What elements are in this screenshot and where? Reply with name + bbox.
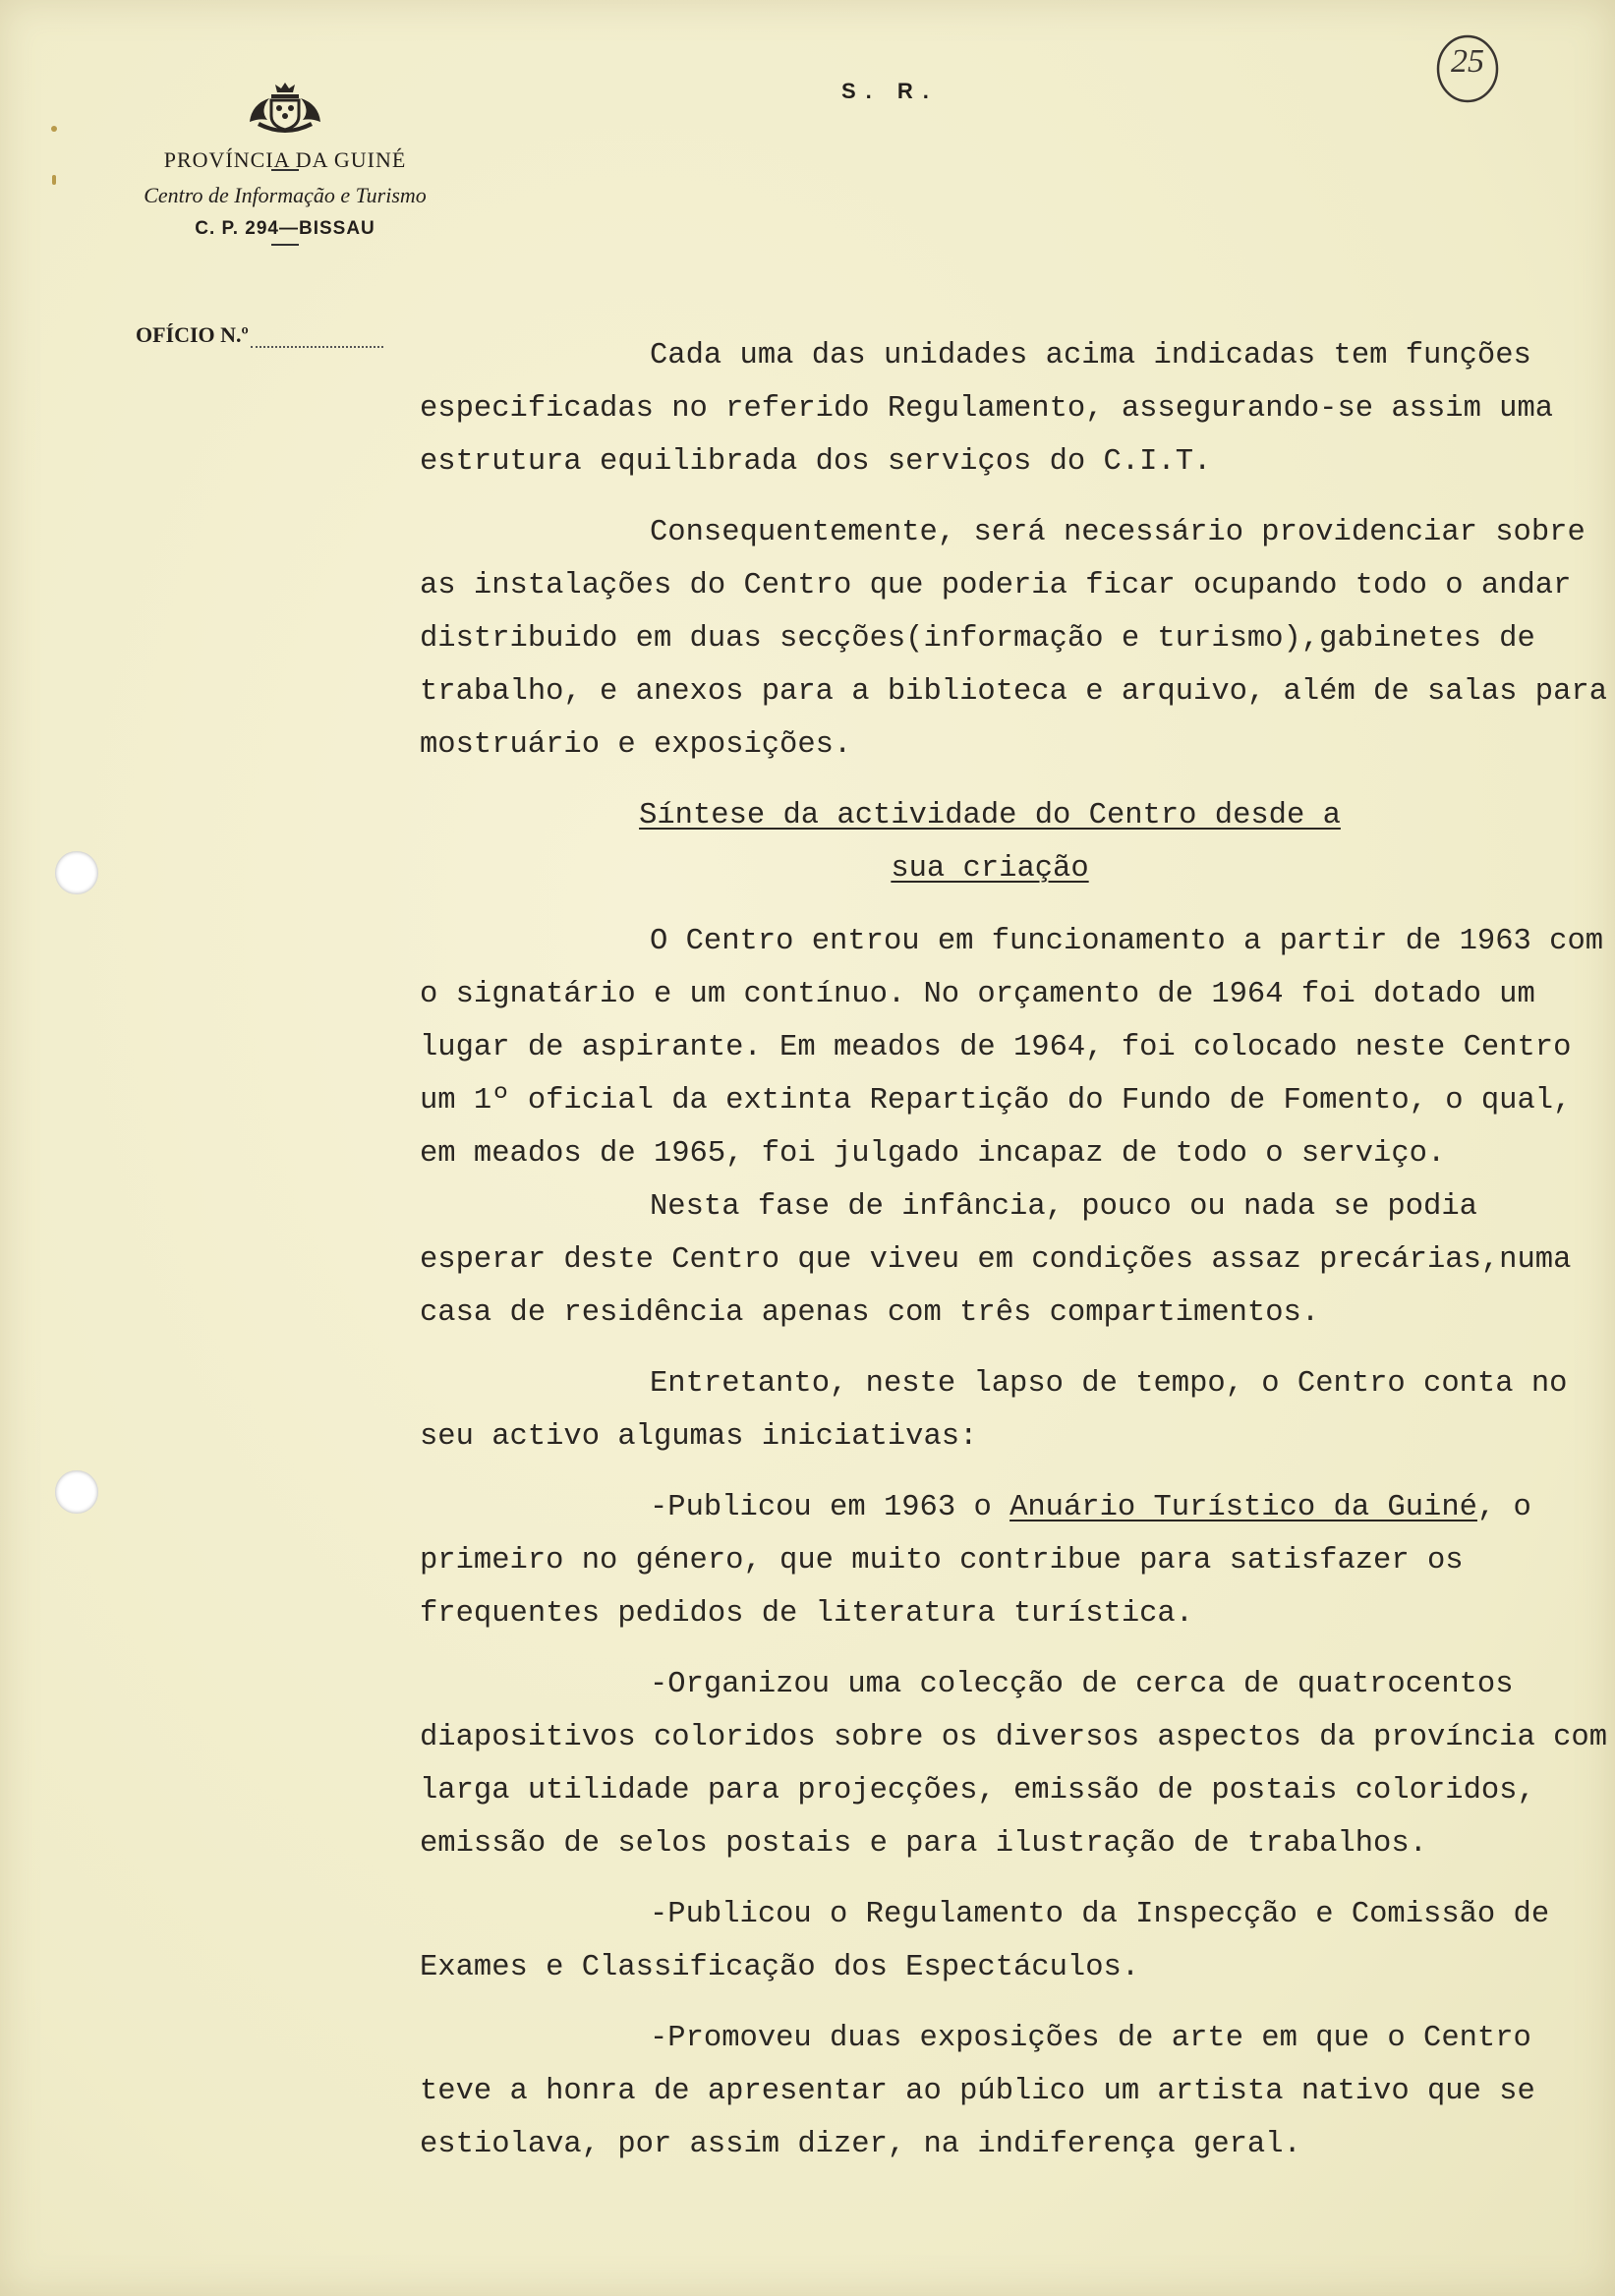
paragraph: Consequentemente, será necessário providenciar sobre as instalações do Centro que poderia ficar ocupando todo o andar distribuido em duas secções(informação e turismo),gabinetes de trabalho, e anexos para a biblioteca e arquivo, além de salas para mostruário e exposições. <box>420 516 1607 762</box>
paragraph: Cada uma das unidades acima indicadas tem funções especificadas no referido Regulamento, assegurando-se assim uma estrutura equilibrada dos serviços do C.I.T. <box>420 339 1554 479</box>
list-item: -Organizou uma colecção de cerca de quatrocentos diapositivos coloridos sobre os diversos aspectos da província com larga utilidade para projecções, emissão de postais coloridos, emissão de selos postais e para ilustração de trabalhos. <box>420 1668 1607 1861</box>
province-name: PROVÍNCIA DA GUINÉ <box>163 147 407 172</box>
divider <box>271 244 299 246</box>
page-number: 25 <box>1451 43 1484 80</box>
page-number-stamp <box>1435 33 1500 104</box>
list-item <box>420 1481 1609 1640</box>
coat-of-arms-icon <box>246 79 324 140</box>
office-name: Centro de Informação e Turismo <box>144 183 427 207</box>
list-item: -Publicou o Regulamento da Inspecção e Comissão de Exames e Classificação dos Espectáculos. <box>420 1898 1550 1984</box>
margin-mark <box>51 126 57 132</box>
section-heading-line1: Síntese da actividade do Centro desde a <box>639 799 1341 832</box>
paragraph: O Centro entrou em funcionamento a partir de 1963 com o signatário e um contínuo. No orçamento de 1964 foi dotado um lugar de aspirante. Em meados de 1964, foi colocado neste Centro um 1º oficial da extinta Repartição do Fundo de Fomento, o qual, em meados de 1965, foi julgado incapaz de todo o serviço. <box>420 925 1604 1171</box>
item-text: -Publicou em 1963 o <box>650 1491 1010 1524</box>
oficio-field <box>136 322 383 348</box>
letterhead <box>88 79 482 246</box>
letter-body <box>420 329 1609 2189</box>
item-text: , o primeiro no género, que muito contribue para satisfazer os frequentes pedidos de literatura turística. <box>420 1491 1531 1631</box>
list-item: -Promoveu duas exposições de arte em que o Centro teve a honra de apresentar ao público um artista nativo que se estiolava, por assim dizer, na indiferença geral. <box>420 2022 1535 2161</box>
section-heading-line2: sua criação <box>891 852 1089 886</box>
postal-address: C. P. 294—BISSAU <box>195 218 375 239</box>
publication-title: Anuário Turístico da Guiné <box>1009 1491 1477 1524</box>
section-heading <box>420 789 1609 895</box>
paragraph: Nesta fase de infância, pouco ou nada se podia esperar deste Centro que viveu em condições assaz precárias,numa casa de residência apenas com três compartimentos. <box>420 1190 1572 1330</box>
margin-mark <box>52 175 56 185</box>
oficio-label: OFÍCIO N.º <box>136 322 249 347</box>
classification-mark: S. R. <box>841 79 939 103</box>
punch-hole-bottom <box>55 1470 98 1514</box>
paragraph: Entretanto, neste lapso de tempo, o Centro conta no seu activo algumas iniciativas: <box>420 1367 1568 1454</box>
oficio-blank <box>251 346 383 348</box>
punch-hole-top <box>55 851 98 894</box>
